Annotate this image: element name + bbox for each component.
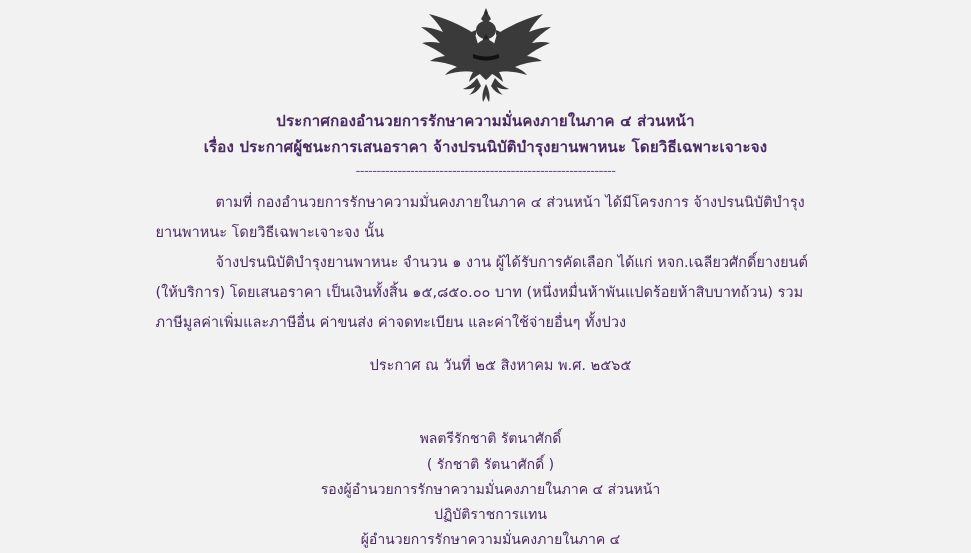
announced-date: ประกาศ ณ วันที่ ๒๕ สิงหาคม พ.ศ. ๒๕๖๕ [369,358,632,374]
title-line-2: เรื่อง ประกาศผู้ชนะการเสนอราคา จ้างปรนนิบัติบำรุงยานพาหนะ โดยวิธีเฉพาะเจาะจง [203,138,768,156]
signature-name-paren: ( รักชาติ รัตนาศักดิ์ ) [426,457,555,473]
title-divider: -------------------------------------------------------------- [355,164,616,179]
signature-role-1: รองผู้อำนวยการรักษาความมั่นคงภายในภาค ๔ ส่วนหน้า [320,482,661,498]
signature-role-3: ผู้อำนวยการรักษาความมั่นคงภายในภาค ๔ [360,532,621,548]
body-paragraph-2: จ้างปรนนิบัติบำรุงยานพาหนะ จำนวน ๑ งาน ผู้ได้รับการคัดเลือก ได้แก่ หจก.เฉลียวศักดิ์ยางยนต์ (ให้บริการ) โดยเสนอราคา เป็นเงินทั้งสิ้น ๑๕,๘๕๐.๐๐ บาท (หนึ่งหมื่นห้าพันแปดร้อยห้าสิบบาทถ้วน) รวมภาษีมูลค่าเพิ่มและภาษีอื่น ค่าขนส่ง ค่าจดทะเบียน และค่าใช้จ่ายอื่นๆ ทั้งปวง [155,255,808,331]
title-line-1: ประกาศกองอำนวยการรักษาความมั่นคงภายในภาค ๔ ส่วนหน้า [276,112,695,130]
garuda-emblem-icon [411,6,561,102]
signature-block [156,426,816,553]
body-paragraph-1: ตามที่ กองอำนวยการรักษาความมั่นคงภายในภาค ๔ ส่วนหน้า ได้มีโครงการ จ้างปรนนิบัติบำรุงยานพาหนะ โดยวิธีเฉพาะเจาะจง นั้น [155,195,805,241]
signature-name: พลตรีรักชาติ รัตนาศักดิ์ [419,431,562,447]
document-body [156,188,816,338]
signature-role-2: ปฏิบัติราชการแทน [434,507,547,523]
document-title-block [0,108,971,160]
emblem-container [0,0,971,102]
